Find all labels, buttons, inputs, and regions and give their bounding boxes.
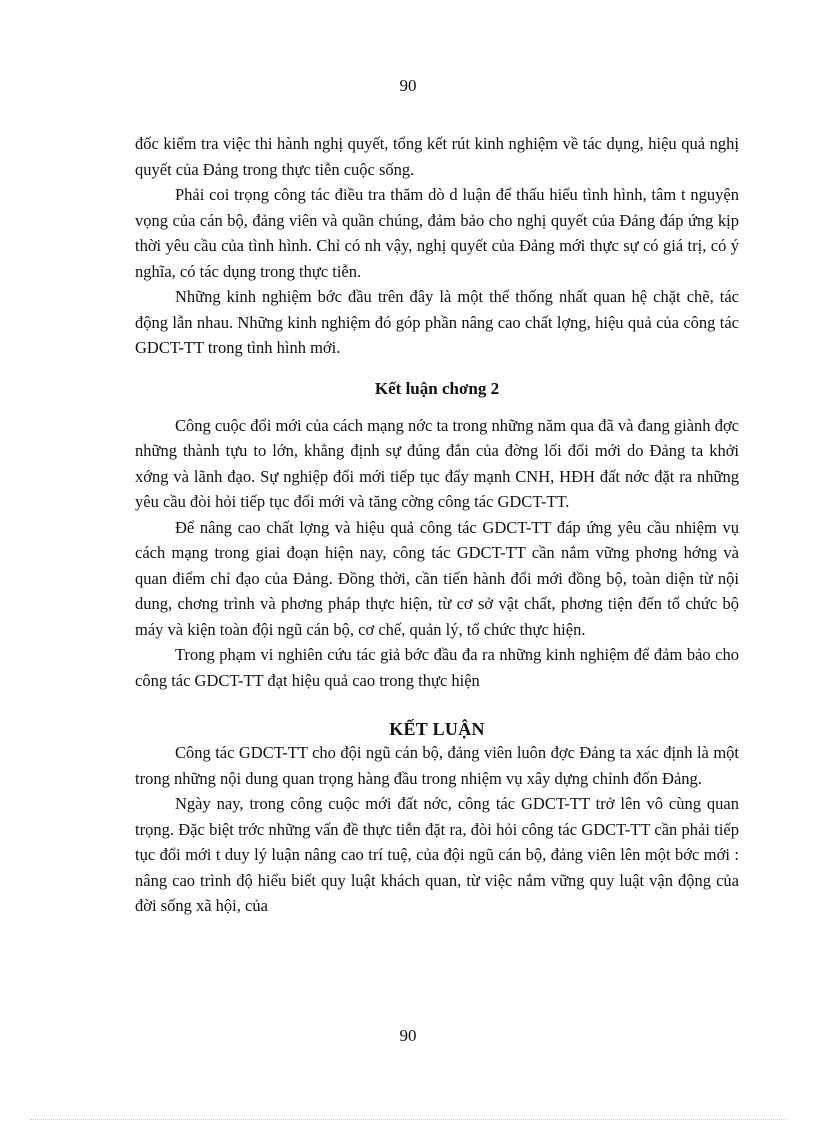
paragraph: Phải coi trọng công tác điều tra thăm dò d luận để thấu hiểu tình hình, tâm t nguyện vọng của cán bộ, đảng viên và quần chúng, đảm bảo cho nghị quyết của Đảng đáp ứng kịp thời yêu cầu của tình hình. Chỉ có nh vậy, nghị quyết của Đảng mới thực sự có giá trị, có ý nghĩa, có tác dụng trong thực tiễn. <box>135 185 739 281</box>
paragraph: Những kinh nghiệm bớc đầu trên đây là một thể thống nhất quan hệ chặt chẽ, tác động lẫn nhau. Những kinh nghiệm đó góp phần nâng cao chất lợng, hiệu quả của công tác GDCT-TT trong tình hình mới. <box>135 287 739 357</box>
page-number-bottom: 90 <box>399 1026 417 1045</box>
paragraph: Để nâng cao chất lợng và hiệu quả công tác GDCT-TT đáp ứng yêu cầu nhiệm vụ cách mạng trong giai đoạn hiện nay, công tác GDCT-TT cần nắm vững phơng hớng và quan điểm chỉ đạo của Đảng. Đồng thời, cần tiến hành đổi mới đồng bộ, toàn diện từ nội dung, chơng trình và phơng pháp thực hiện, từ cơ sở vật chất, phơng tiện đến tổ chức bộ máy và kiện toàn đội ngũ cán bộ, cơ chế, quản lý, tổ chức thực hiện. <box>135 517 739 639</box>
paragraph: Công tác GDCT-TT cho đội ngũ cán bộ, đảng viên luôn đợc Đảng ta xác định là một trong những nội dung quan trọng hàng đầu trong nhiệm vụ xây dựng chỉnh đốn Đảng. <box>135 743 739 788</box>
paragraph: đốc kiểm tra việc thi hành nghị quyết, tổng kết rút kinh nghiệm về tác dụng, hiệu quả nghị quyết của Đảng trong thực tiễn cuộc sống. <box>135 134 739 179</box>
paragraph: Ngày nay, trong công cuộc mới đất nớc, công tác GDCT-TT trở lên vô cùng quan trọng. Đặc biệt trớc những vấn đề thực tiễn đặt ra, đòi hỏi công tác GDCT-TT cần phải tiếp tục đổi mới t duy lý luận nâng cao trí tuệ, của đội ngũ cán bộ, đảng viên lên một bớc mới : nâng cao trình độ hiểu biết quy luật khách quan, từ việc nắm vững quy luật vận động của đời sống xã hội, của <box>135 794 739 915</box>
page-bottom-rule <box>30 1119 786 1120</box>
paragraph: Công cuộc đổi mới của cách mạng nớc ta trong những năm qua đã và đang giành đợc những thành tựu to lớn, khẳng định sự đúng đắn của đờng lối đổi mới do Đảng ta khởi xớng và lãnh đạo. Sự nghiệp đổi mới tiếp tục đẩy mạnh CNH, HĐH đất nớc đặt ra những yêu cầu đòi hỏi tiếp tục đổi mới và tăng cờng công tác GDCT-TT. <box>135 415 739 511</box>
chapter-conclusion-heading: Kết luận chơng 2 <box>374 378 500 398</box>
conclusion-heading: KẾT LUẬN <box>389 719 485 739</box>
page-body <box>135 131 739 919</box>
page-number-top: 90 <box>399 76 417 95</box>
paragraph: Trong phạm vi nghiên cứu tác giả bớc đầu đa ra những kinh nghiệm để đảm bảo cho công tác GDCT-TT đạt hiệu quả cao trong thực hiện <box>135 645 739 690</box>
